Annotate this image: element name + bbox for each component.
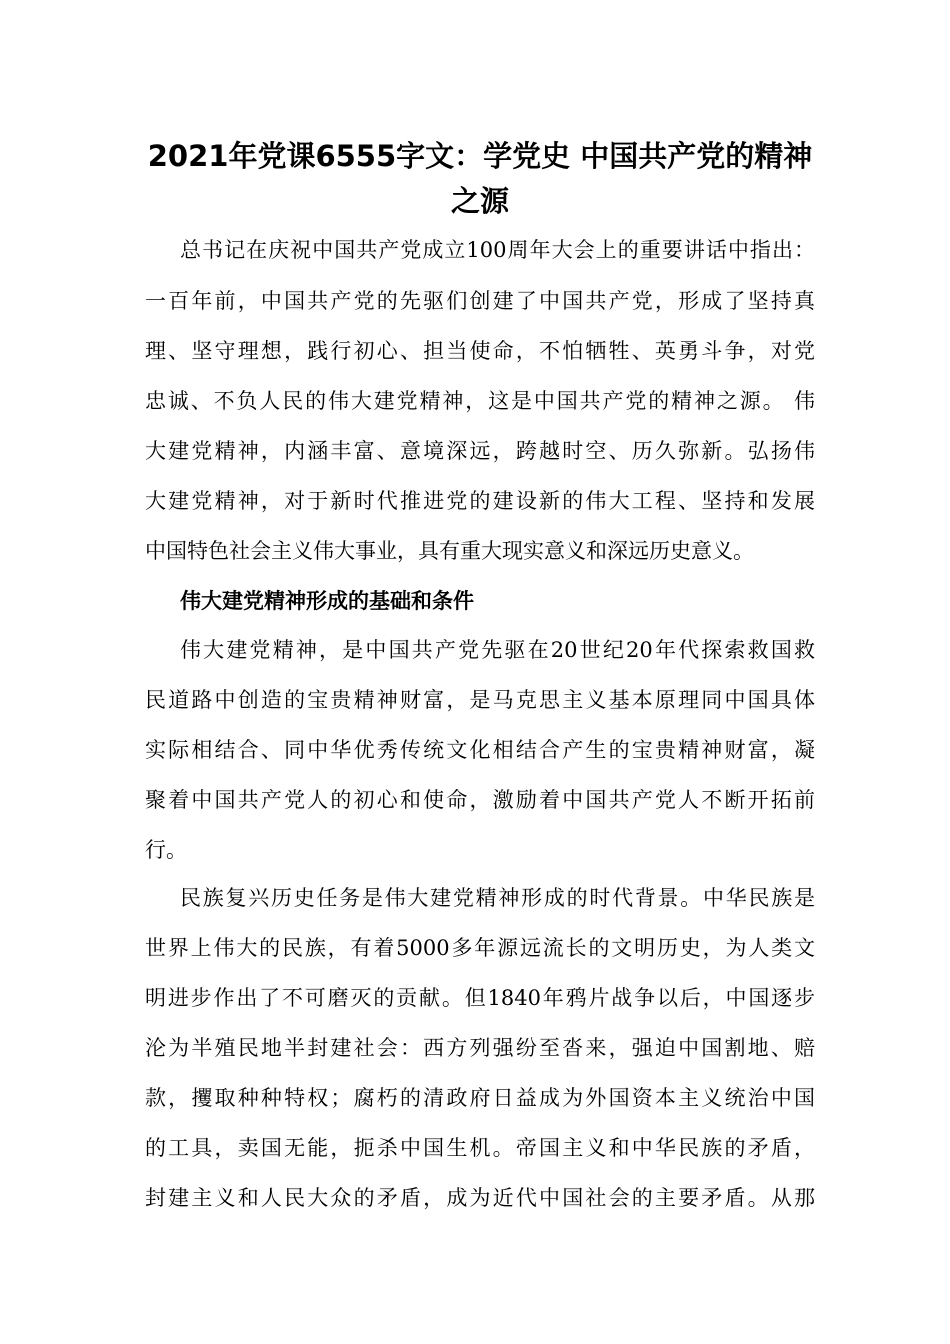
- paragraph-2-line-5: 行。: [145, 838, 187, 862]
- paragraph-1-line-6: 大建党精神，对于新时代推进党的建设新的伟大工程、坚持和发展: [145, 489, 815, 513]
- paragraph-1-line-7: 中国特色社会主义伟大事业，具有重大现实意义和深远历史意义。: [145, 539, 754, 563]
- paragraph-1-line-1: 总书记在庆祝中国共产党成立100周年大会上的重要讲话中指出：: [180, 238, 815, 262]
- paragraph-2-line-1: 伟大建党精神，是中国共产党先驱在20世纪20年代探索救国救: [180, 638, 815, 662]
- paragraph-3-line-7: 封建主义和人民大众的矛盾，成为近代中国社会的主要矛盾。从那: [145, 1186, 815, 1210]
- section-heading: 伟大建党精神形成的基础和条件: [180, 589, 474, 613]
- paragraph-1-line-5: 大建党精神，内涵丰富、意境深远，跨越时空、历久弥新。弘扬伟: [145, 439, 815, 463]
- paragraph-1-line-4: 忠诚、不负人民的伟大建党精神，这是中国共产党的精神之源。 伟: [145, 389, 815, 413]
- document-title-line-1: 2021年党课6555字文：学党史 中国共产党的精神: [147, 139, 813, 173]
- paragraph-1-line-2: 一百年前，中国共产党的先驱们创建了中国共产党，形成了坚持真: [145, 289, 815, 313]
- paragraph-3-line-6: 的工具，卖国无能，扼杀中国生机。帝国主义和中华民族的矛盾，: [145, 1136, 815, 1160]
- paragraph-3-line-3: 明进步作出了不可磨灭的贡献。但1840年鸦片战争以后，中国逐步: [145, 986, 815, 1010]
- paragraph-2-line-4: 聚着中国共产党人的初心和使命，激励着中国共产党人不断开拓前: [145, 788, 815, 812]
- document-title-line-2: 之源: [450, 184, 509, 218]
- paragraph-1-line-3: 理、坚守理想，践行初心、担当使命，不怕牺牲、英勇斗争，对党: [145, 339, 815, 363]
- paragraph-3-line-2: 世界上伟大的民族，有着5000多年源远流长的文明历史，为人类文: [145, 936, 815, 960]
- paragraph-3-line-5: 款，攫取种种特权；腐朽的清政府日益成为外国资本主义统治中国: [145, 1086, 815, 1110]
- paragraph-2-line-2: 民道路中创造的宝贵精神财富，是马克思主义基本原理同中国具体: [145, 688, 815, 712]
- paragraph-3-line-4: 沦为半殖民地半封建社会：西方列强纷至沓来，强迫中国割地、赔: [145, 1036, 815, 1060]
- paragraph-2-line-3: 实际相结合、同中华优秀传统文化相结合产生的宝贵精神财富，凝: [145, 738, 815, 762]
- paragraph-3-line-1: 民族复兴历史任务是伟大建党精神形成的时代背景。中华民族是: [180, 886, 815, 910]
